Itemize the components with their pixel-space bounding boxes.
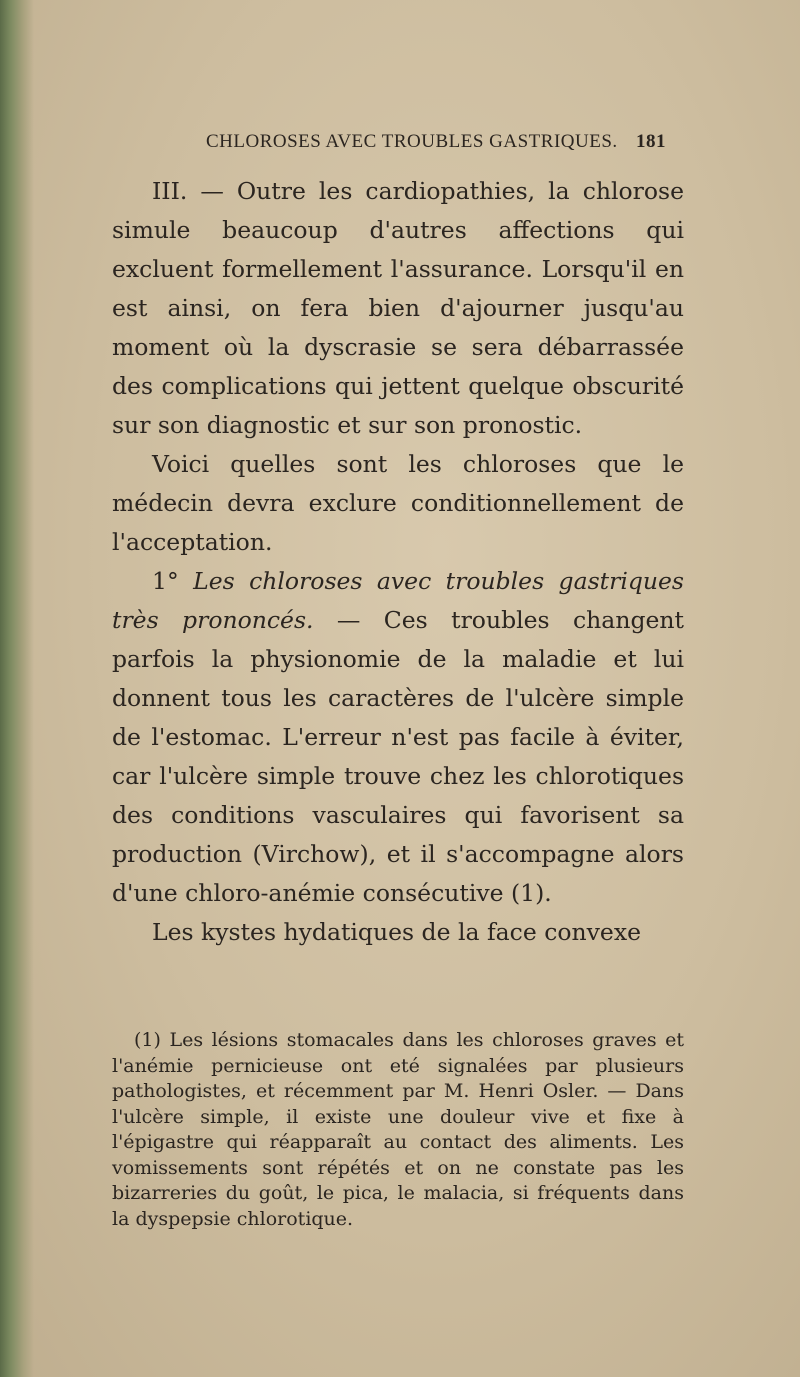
- paragraph-1: III. — Outre les cardiopathies, la chlorose simule beaucoup d'autres affections qui excluent formellement l'assurance. Lorsqu'il en est ainsi, on fera bien d'ajourner jusqu'au moment où la dyscrasie se sera débarrassée des complications qui jettent quelque obscurité sur son diagnostic et sur son pronostic.: [112, 177, 684, 439]
- running-title: CHLOROSES AVEC TROUBLES GASTRIQUES.: [206, 131, 618, 152]
- paragraph-3: [112, 562, 684, 913]
- section-number: 1°: [152, 567, 179, 595]
- paragraph-2: Voici quelles sont les chloroses que le médecin devra exclure conditionnellement de l'acceptation.: [112, 450, 684, 556]
- page-number: 181: [636, 131, 666, 152]
- paragraph-4: Les kystes hydatiques de la face convexe: [152, 918, 641, 946]
- footnote-text: (1) Les lésions stomacales dans les chloroses graves et l'anémie pernicieuse ont eté signalées par plusieurs pathologistes, et récemment par M. Henri Osler. — Dans l'ulcère simple, il existe une douleur vive et fixe à l'épigastre qui réapparaît au contact des aliments. Les vomissements sont répétés et on ne constate pas les bizarreries du goût, le pica, le malacia, si fréquents dans la dyspepsie chlorotique.: [112, 1029, 684, 1230]
- page-header: [200, 128, 670, 156]
- binding-edge: [0, 0, 34, 1377]
- section-heading: Les chloroses avec troubles gastriques très prononcés.: [112, 567, 684, 634]
- paragraph-3-text: — Ces troubles changent parfois la physionomie de la maladie et lui donnent tous les caractères de l'ulcère simple de l'estomac. L'erreur n'est pas facile à éviter, car l'ulcère simple trouve chez les chlorotiques des conditions vasculaires qui favorisent sa production (Virchow), et il s'accompagne alors d'une chloro-anémie consécutive (1).: [112, 606, 684, 907]
- footnote: [112, 1028, 684, 1232]
- main-text: [112, 172, 684, 952]
